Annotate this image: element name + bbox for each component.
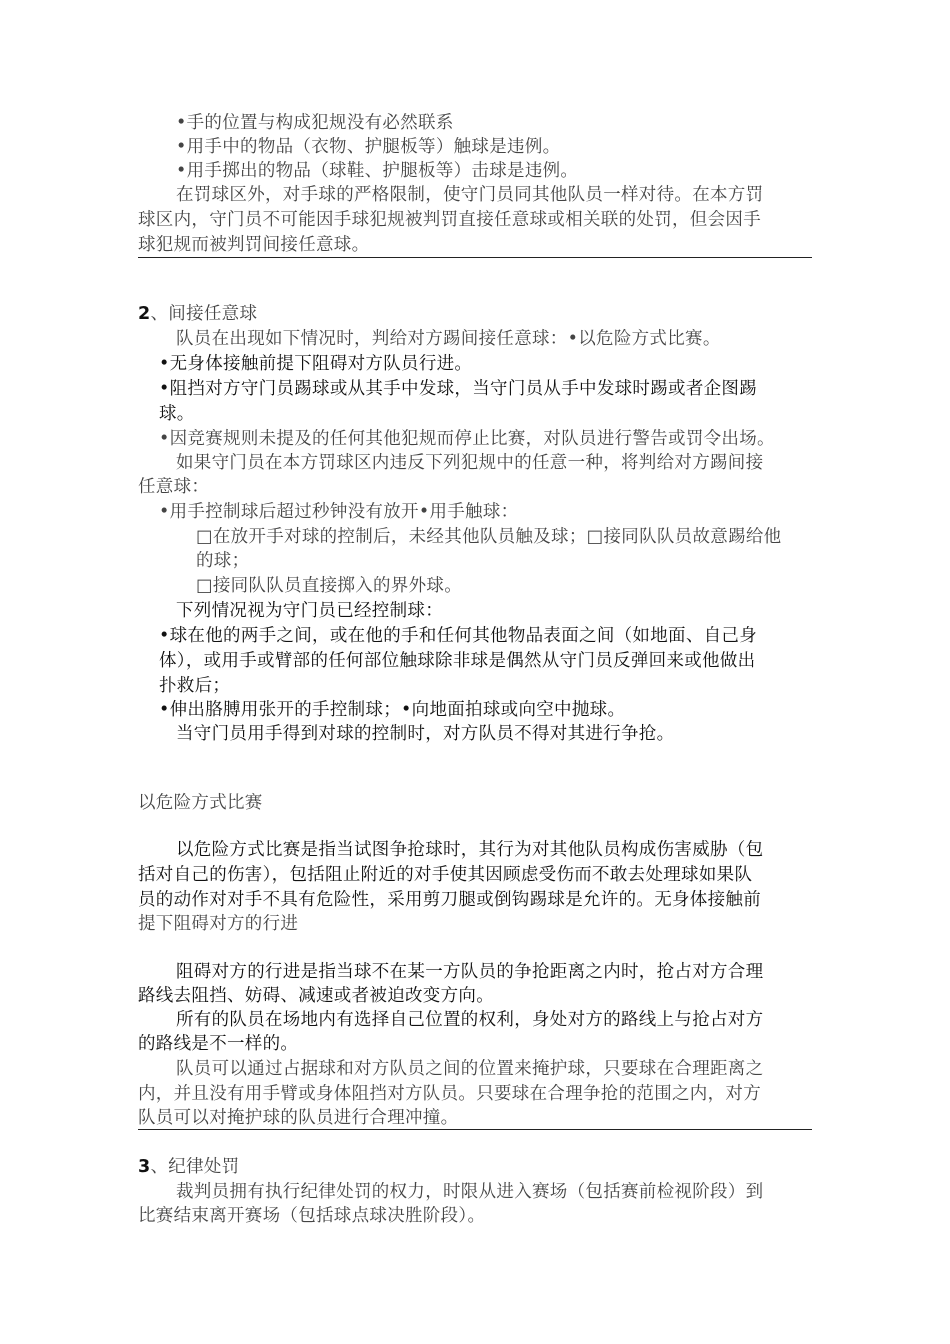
bullet-ball-between-hands: •球在他的两手之间，或在他的手和任何其他物品表面之间（如地面、自己身 [159, 626, 758, 646]
control-conclusion: 当守门员用手得到对球的控制时，对方队员不得对其进行争抢。 [176, 724, 675, 744]
goalkeeper-handball-paragraph-line: 在罚球区外，对手球的严格限制，使守门员同其他队员一样对待。在本方罚 [176, 185, 764, 205]
section-2-title: 、间接任意球 [150, 304, 258, 324]
sub-item-release-ball-cont: 的球； [196, 551, 250, 571]
danger-heading: 以危险方式比赛 [138, 793, 263, 813]
position-right-paragraph-line: 所有的队员在场地内有选择自己位置的权利，身处对方的路线上与抢占对方 [176, 1010, 764, 1030]
bullet-block-goalkeeper-cont: 球。 [159, 404, 195, 424]
bullet-other-offences: •因竞赛规则未提及的任何其他犯规而停止比赛，对队员进行警告或罚令出场。 [159, 429, 775, 449]
section-2-heading [138, 302, 257, 326]
section-2-number: 2 [138, 304, 151, 324]
discipline-paragraph-line: 比赛结束离开赛场（包括球点球决胜阶段）。 [138, 1206, 486, 1226]
bullet-ball-between-hands-cont: 扑救后； [159, 676, 231, 696]
goalkeeper-offence-intro-cont: 任意球： [138, 477, 210, 497]
shielding-paragraph-line: 内，并且没有用手臂或身体阻挡对方队员。只要球在合理争抢的范围之内，对方 [138, 1084, 761, 1104]
bullet-held-object: •用手中的物品（衣物、护腿板等）触球是违例。 [176, 137, 561, 157]
bullet-ball-between-hands-cont: 体），或用手或臂部的任何部位触球除非球是偶然从守门员反弹回来或他做出 [159, 651, 756, 671]
sub-item-release-ball: □在放开手对球的控制后，未经其他队员触及球；□接同队队员故意踢给他 [196, 527, 782, 547]
goalkeeper-handball-paragraph-line: 球犯规而被判罚间接任意球。 [138, 235, 370, 255]
section-3-title: 、纪律处罚 [150, 1157, 240, 1177]
position-right-paragraph-line: 的路线是不一样的。 [138, 1034, 299, 1054]
danger-paragraph-line: 提下阻碍对方的行进 [138, 914, 299, 934]
discipline-paragraph-line: 裁判员拥有执行纪律处罚的权力，时限从进入赛场（包括赛前检视阶段）到 [176, 1182, 764, 1202]
impeding-paragraph-line: 路线去阻挡、妨碍、减速或者被迫改变方向。 [138, 986, 494, 1006]
section-2-intro: 队员在出现如下情况时，判给对方踢间接任意球：•以危险方式比赛。 [176, 329, 721, 349]
bullet-block-goalkeeper: •阻挡对方守门员踢球或从其手中发球，当守门员从手中发球时踢或者企图踢 [159, 379, 758, 399]
danger-paragraph-line: 以危险方式比赛是指当试图争抢球时，其行为对其他队员构成伤害威胁（包 [176, 840, 764, 860]
impeding-paragraph-line: 阻碍对方的行进是指当球不在某一方队员的争抢距离之内时，抢占对方合理 [176, 962, 764, 982]
control-intro: 下列情况视为守门员已经控制球： [176, 601, 443, 621]
danger-paragraph-line: 员的动作对对手不具有危险性，采用剪刀腿或倒钩踢球是允许的。无身体接触前 [138, 890, 761, 910]
section-divider [138, 257, 812, 258]
shielding-paragraph-line: 队员可以对掩护球的队员进行合理冲撞。 [138, 1108, 459, 1128]
sub-item-throw-in: □接同队队员直接掷入的界外球。 [196, 576, 463, 596]
danger-paragraph-line: 括对自己的伤害），包括阻止附近的对手使其因顾虑受伤而不敢去处理球如果队 [138, 865, 753, 885]
bullet-hand-position: •手的位置与构成犯规没有必然联系 [176, 113, 454, 133]
section-3-number: 3 [138, 1157, 151, 1177]
goalkeeper-handball-paragraph-line: 球区内，守门员不可能因手球犯规被判罚直接任意球或相关联的处罚，但会因手 [138, 210, 761, 230]
goalkeeper-offence-intro: 如果守门员在本方罚球区内违反下列犯规中的任意一种，将判给对方踢间接 [176, 453, 764, 473]
bullet-open-hand: •伸出胳膊用张开的手控制球；•向地面拍球或向空中抛球。 [159, 700, 626, 720]
bullet-thrown-object: •用手掷出的物品（球鞋、护腿板等）击球是违例。 [176, 161, 579, 181]
section-3-heading [138, 1155, 239, 1179]
shielding-paragraph-line: 队员可以通过占据球和对方队员之间的位置来掩护球，只要球在合理距离之 [176, 1059, 764, 1079]
bullet-hold-ball: •用手控制球后超过秒钟没有放开•用手触球： [159, 502, 519, 522]
bullet-obstruct: •无身体接触前提下阻碍对方队员行进。 [159, 354, 473, 374]
section-divider [138, 1129, 812, 1130]
